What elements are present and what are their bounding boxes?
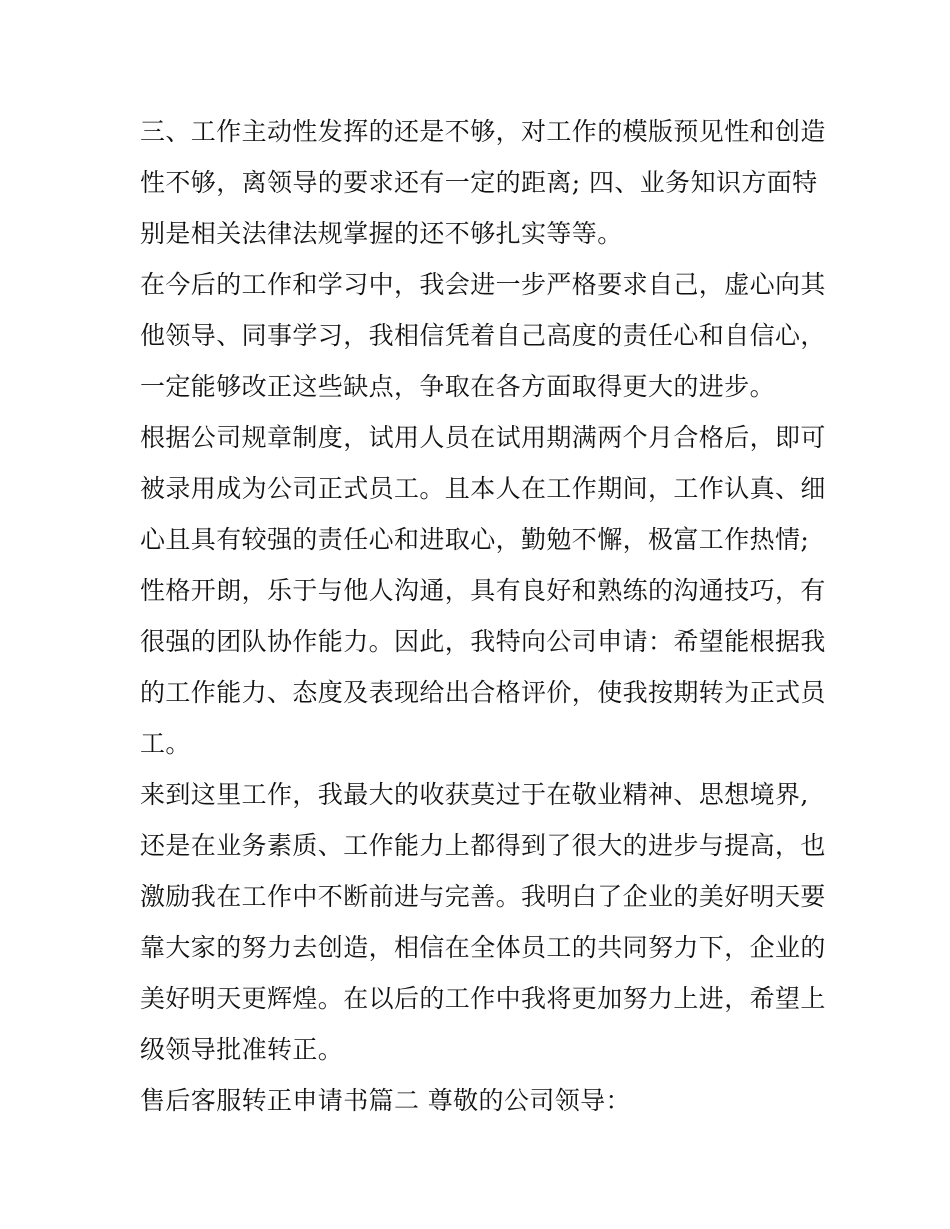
text-line: 心且具有较强的责任心和进取心，勤勉不懈，极富工作热情; (140, 525, 810, 554)
text-line: 级领导批准转正。 (140, 1035, 344, 1064)
paragraph-heading-part-two (140, 1075, 820, 1126)
paragraph-future-plans (140, 259, 826, 412)
text-line: 靠大家的努力去创造，相信在全体员工的共同努力下，企业的 (140, 933, 826, 962)
document-body (140, 106, 826, 1126)
text-line: 美好明天更辉煌。在以后的工作中我将更加努力上进，希望上 (140, 984, 826, 1013)
text-line: 一定能够改正这些缺点，争取在各方面取得更大的进步。 (140, 372, 776, 401)
paragraph-shortcomings (140, 106, 826, 259)
text-line: 还是在业务素质、工作能力上都得到了很大的进步与提高，也 (140, 831, 826, 860)
text-line: 很强的团队协作能力。因此，我特向公司申请：希望能根据我 (140, 627, 826, 656)
paragraph-gains (140, 769, 826, 1075)
paragraph-application-request (140, 412, 826, 769)
text-line: 在今后的工作和学习中，我会进一步严格要求自己，虚心向其 (140, 270, 826, 299)
text-line: 工。 (140, 729, 191, 758)
section-heading-line: 售后客服转正申请书篇二 尊敬的公司领导： (140, 1086, 631, 1115)
text-line: 别是相关法律法规掌握的还不够扎实等等。 (140, 219, 623, 248)
text-line: 性不够，离领导的要求还有一定的距离; 四、业务知识方面特 (140, 168, 818, 197)
text-line: 根据公司规章制度，试用人员在试用期满两个月合格后，即可 (140, 423, 826, 452)
text-line: 性格开朗，乐于与他人沟通，具有良好和熟练的沟通技巧，有 (140, 576, 826, 605)
text-line: 被录用成为公司正式员工。且本人在工作期间，工作认真、细 (140, 474, 826, 503)
text-line: 激励我在工作中不断前进与完善。我明白了企业的美好明天要 (140, 882, 826, 911)
text-line: 他领导、同事学习，我相信凭着自己高度的责任心和自信心， (140, 321, 826, 350)
text-line: 三、工作主动性发挥的还是不够，对工作的模版预见性和创造 (140, 117, 826, 146)
text-line: 来到这里工作，我最大的收获莫过于在敬业精神、思想境界, (140, 780, 809, 809)
text-line: 的工作能力、态度及表现给出合格评价，使我按期转为正式员 (140, 678, 826, 707)
